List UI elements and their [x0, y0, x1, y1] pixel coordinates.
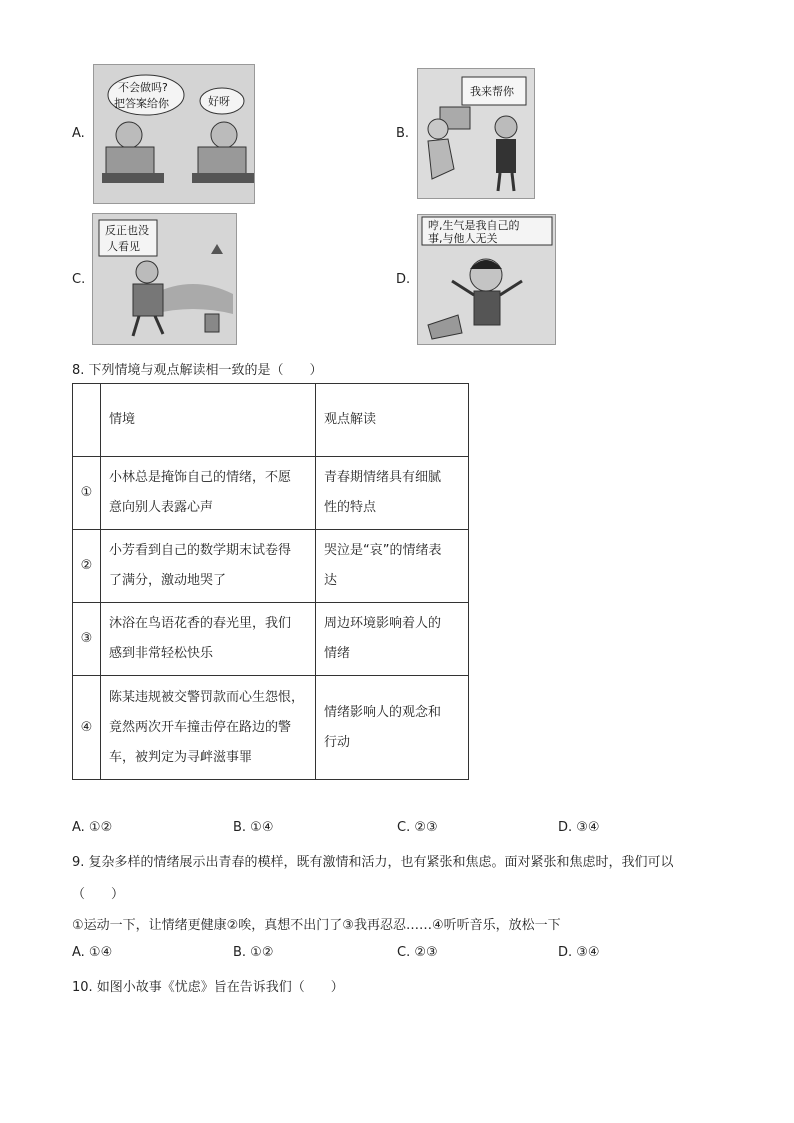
- bubble-text: 我来帮你: [470, 85, 514, 98]
- bubble-text: 人看见: [107, 240, 140, 253]
- cell-line: 情绪: [324, 646, 351, 661]
- view-cell: [316, 530, 469, 603]
- row-number: ②: [73, 530, 101, 603]
- answer-option-d[interactable]: D. ③④: [558, 945, 600, 960]
- view-cell: [316, 676, 469, 780]
- cell-line: 陈某违规被交警罚款而心生怨恨，: [109, 689, 305, 705]
- bubble-text: 不会做吗?: [118, 81, 168, 94]
- table-header-cell: 观点解读: [316, 384, 469, 457]
- table-row: [73, 676, 469, 780]
- question-8-table: [72, 383, 469, 780]
- answer-option-b[interactable]: B. ①④: [233, 820, 274, 835]
- cell-line: 小芳看到自己的数学期末试卷得: [109, 543, 292, 558]
- bubble-text: 把答案给你: [114, 97, 169, 110]
- option-b-letter: B.: [396, 126, 410, 141]
- option-a-letter: A.: [72, 126, 85, 141]
- answer-option-a[interactable]: A. ①②: [72, 820, 113, 835]
- row-number: ③: [73, 603, 101, 676]
- option-a-cartoon: [93, 64, 255, 204]
- answer-option-d[interactable]: D. ③④: [558, 820, 600, 835]
- cell-line: 性的特点: [324, 500, 377, 515]
- table-header-cell: [73, 384, 101, 457]
- question-10-stem: 10. 如图小故事《忧虑》旨在告诉我们（ ）: [72, 980, 344, 995]
- table-row: [73, 457, 469, 530]
- question-9-stem-continued: （ ）: [72, 887, 125, 902]
- bubble-text: 事,与他人无关: [428, 232, 498, 245]
- situation-cell: [101, 457, 316, 530]
- situation-cell: [101, 676, 316, 780]
- view-cell: [316, 603, 469, 676]
- cell-line: 意向别人表露心声: [109, 500, 214, 515]
- view-cell: [316, 457, 469, 530]
- situation-cell: [101, 603, 316, 676]
- cell-line: 哭泣是“哀”的情绪表: [324, 543, 442, 558]
- cell-line: 了满分，激动地哭了: [109, 573, 227, 588]
- table-header-row: [73, 384, 469, 457]
- situation-cell: [101, 530, 316, 603]
- row-number: ④: [73, 676, 101, 780]
- cell-line: 周边环境影响着人的: [324, 616, 442, 631]
- cell-line: 沐浴在鸟语花香的春光里，我们: [109, 616, 292, 631]
- cell-line: 行动: [324, 734, 351, 750]
- question-9-stem: 9. 复杂多样的情绪展示出青春的模样，既有激情和活力，也有紧张和焦虑。面对紧张和焦虑时，我们可以: [72, 855, 674, 870]
- question-8-stem: 8. 下列情境与观点解读相一致的是（ ）: [72, 363, 323, 378]
- cell-line: 达: [324, 573, 338, 588]
- cell-line: 车，被判定为寻衅滋事罪: [109, 749, 253, 765]
- cell-line: 小林总是掩饰自己的情绪，不愿: [109, 470, 292, 485]
- bubble-text: 好呀: [208, 95, 230, 108]
- table-row: [73, 603, 469, 676]
- question-9-statements: ①运动一下，让情绪更健康②唉，真想不出门了③我再忍忍……④听听音乐，放松一下: [72, 918, 561, 933]
- answer-option-a[interactable]: A. ①④: [72, 945, 113, 960]
- option-c-cartoon: [92, 213, 237, 345]
- cell-line: 感到非常轻松快乐: [109, 646, 214, 661]
- option-d-cartoon: [417, 214, 556, 345]
- bubble-text: 反正也没: [105, 224, 149, 237]
- cell-line: 情绪影响人的观念和: [324, 704, 442, 720]
- option-c-letter: C.: [72, 272, 86, 287]
- option-d-letter: D.: [396, 272, 411, 287]
- cell-line: 青春期情绪具有细腻: [324, 470, 442, 485]
- table-row: [73, 530, 469, 603]
- answer-option-c[interactable]: C. ②③: [397, 820, 438, 835]
- option-b-cartoon: [417, 68, 535, 199]
- answer-option-c[interactable]: C. ②③: [397, 945, 438, 960]
- answer-option-b[interactable]: B. ①②: [233, 945, 274, 960]
- cell-line: 竟然两次开车撞击停在路边的警: [109, 719, 292, 735]
- bubble-text: 哼,生气是我自己的: [428, 219, 520, 232]
- row-number: ①: [73, 457, 101, 530]
- table-header-cell: 情境: [101, 384, 316, 457]
